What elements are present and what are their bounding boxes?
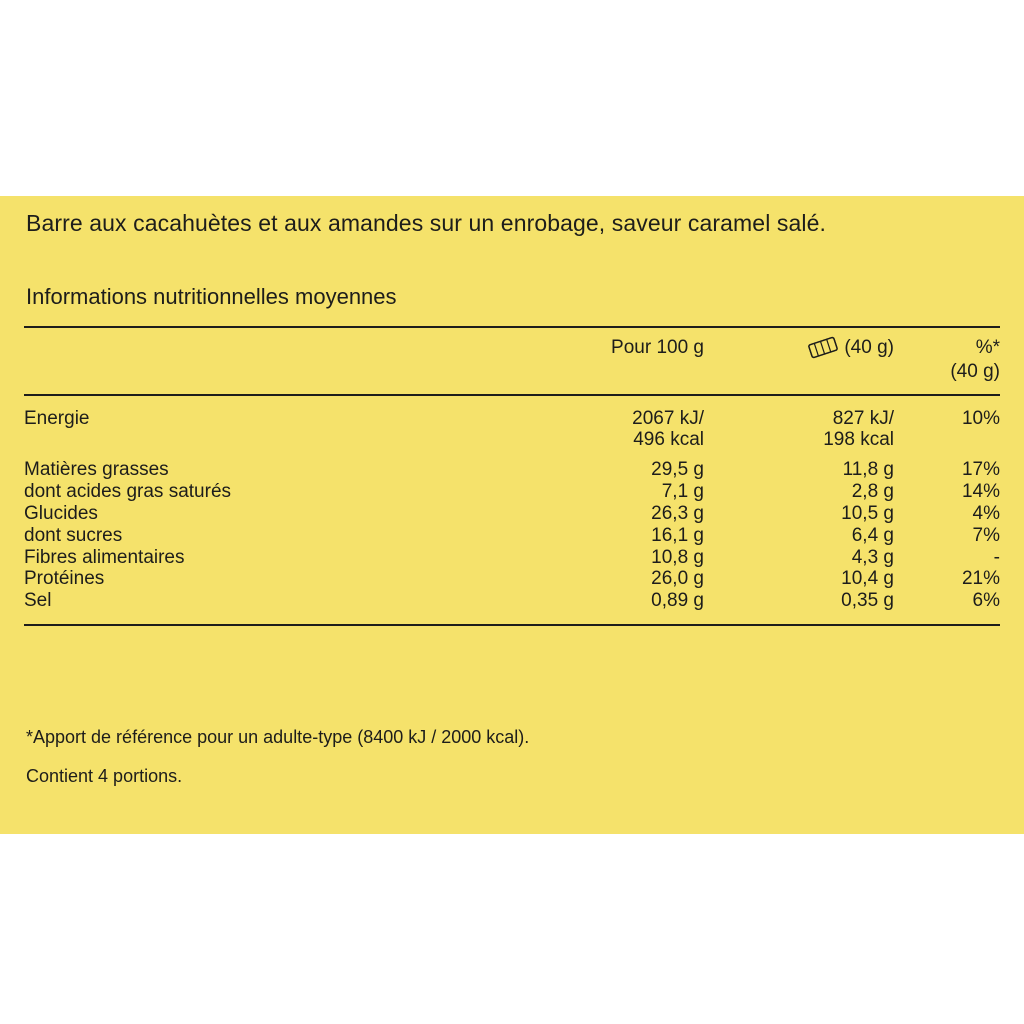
table-header-row	[24, 327, 1000, 395]
header-percent	[894, 327, 1000, 395]
row-per-serving: 4,3 g	[851, 546, 894, 568]
footnote-portions: Contient 4 portions.	[26, 766, 183, 786]
row-name: Sel	[24, 590, 52, 612]
row-per-serving: 827 kJ/	[832, 407, 894, 429]
row-name: dont acides gras saturés	[24, 481, 232, 503]
row-name: Protéines	[24, 568, 105, 590]
table-row	[24, 429, 1000, 459]
section-title: Informations nutritionnelles moyennes	[26, 284, 397, 309]
row-per-serving: 198 kcal	[823, 429, 894, 451]
row-name: dont sucres	[24, 524, 123, 546]
header-percent-line2: (40 g)	[950, 360, 1000, 382]
row-per-100g: 16,1 g	[651, 524, 704, 546]
row-per-100g: 10,8 g	[651, 546, 704, 568]
table-row	[24, 547, 1000, 569]
footnote-reference: *Apport de référence pour un adulte-type (8400 kJ / 2000 kcal).	[26, 727, 530, 747]
row-name: Energie	[24, 407, 90, 429]
row-per-100g: 26,3 g	[651, 502, 704, 524]
row-percent: 6%	[972, 590, 1000, 612]
row-per-serving: 10,4 g	[841, 568, 894, 590]
table-row	[24, 481, 1000, 503]
table-row	[24, 395, 1000, 430]
nutrition-table	[24, 326, 1000, 626]
table-row	[24, 459, 1000, 481]
row-percent: 14%	[961, 481, 1000, 503]
nutrition-table-body	[24, 395, 1000, 626]
nutrition-panel	[0, 196, 1024, 834]
table-row	[24, 503, 1000, 525]
table-row	[24, 568, 1000, 590]
row-percent: 4%	[972, 502, 1000, 524]
product-description: Barre aux cacahuètes et aux amandes sur un enrobage, saveur caramel salé.	[26, 210, 826, 236]
header-per-100g: Pour 100 g	[611, 337, 704, 358]
row-name	[24, 429, 454, 459]
header-percent-line1: %*	[975, 337, 1000, 358]
table-row	[24, 525, 1000, 547]
row-per-serving: 10,5 g	[841, 502, 894, 524]
row-per-100g: 7,1 g	[661, 481, 704, 503]
header-serving-label: (40 g)	[844, 337, 894, 358]
row-per-100g: 26,0 g	[651, 568, 704, 590]
row-per-100g: 496 kcal	[633, 429, 704, 451]
header-per-serving	[704, 327, 894, 395]
row-per-serving: 11,8 g	[842, 459, 894, 481]
header-nutrient	[24, 327, 454, 395]
row-name: Matières grasses	[24, 459, 169, 481]
row-percent: 21%	[961, 568, 1000, 590]
table-row	[24, 590, 1000, 625]
row-per-serving: 6,4 g	[851, 524, 894, 546]
row-percent: -	[993, 546, 1000, 568]
row-per-serving: 0,35 g	[841, 590, 894, 612]
row-per-100g: 2067 kJ/	[632, 407, 704, 429]
row-name: Fibres alimentaires	[24, 546, 185, 568]
footnotes	[26, 727, 529, 805]
cereal-bar-icon	[808, 336, 839, 359]
row-percent: 10%	[961, 407, 1000, 429]
row-percent: 7%	[972, 524, 1000, 546]
row-per-100g: 29,5 g	[651, 459, 704, 481]
nutrition-table-head	[24, 327, 1000, 395]
row-per-100g: 0,89 g	[651, 590, 704, 612]
row-percent: 17%	[961, 459, 1000, 481]
row-name: Glucides	[24, 502, 98, 524]
row-percent	[894, 429, 1000, 459]
row-per-serving: 2,8 g	[851, 481, 894, 503]
